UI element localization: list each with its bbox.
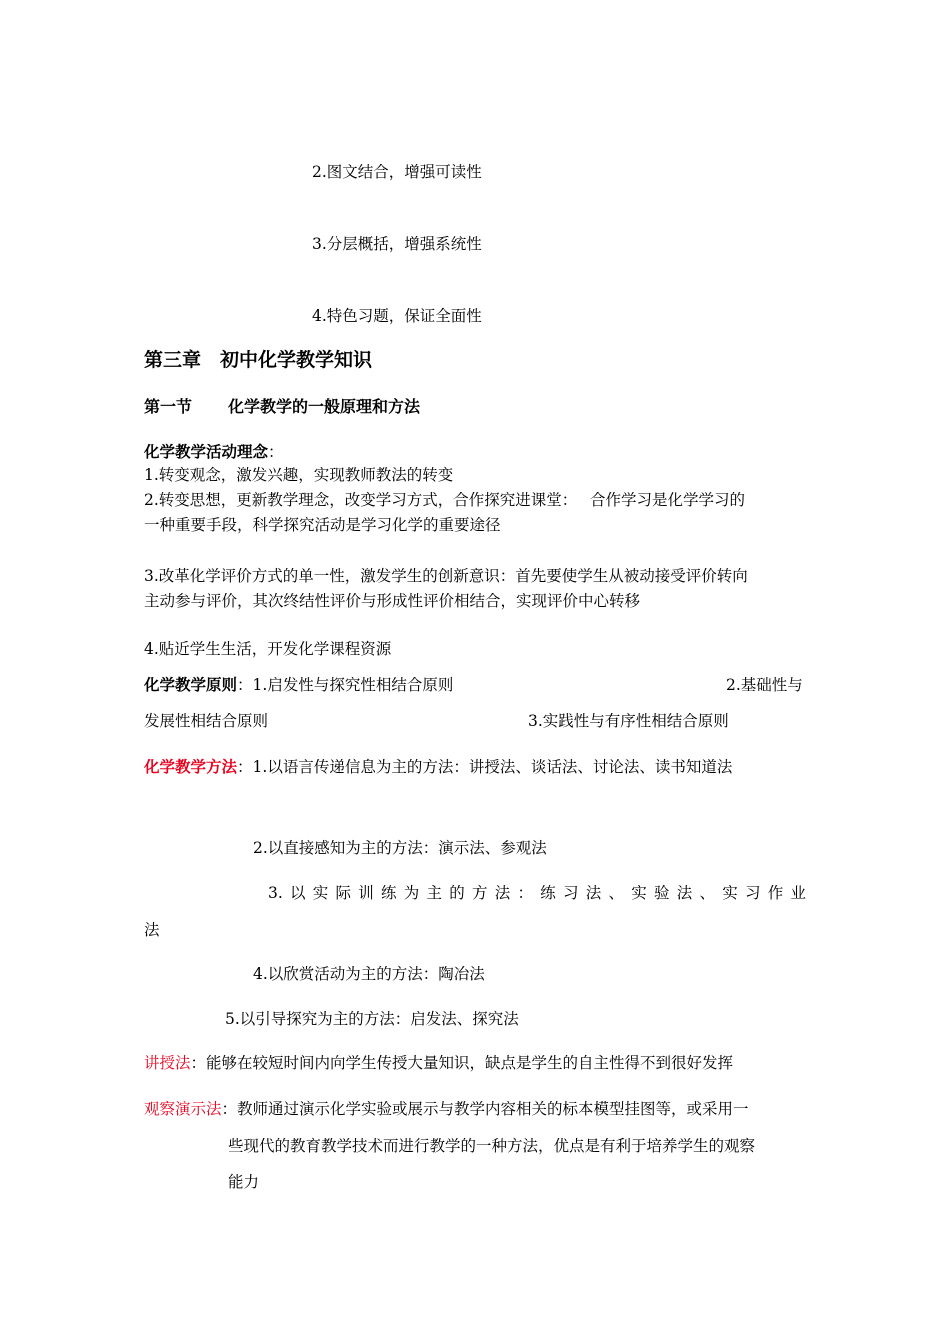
- concept-item-1: 1.转变观念，激发兴趣，实现教师教法的转变: [144, 466, 454, 484]
- method-4: 4.以欣赏活动为主的方法：陶冶法: [253, 965, 485, 983]
- principle-2-end: 发展性相结合原则: [144, 712, 269, 730]
- demo-colon: ：: [221, 1100, 238, 1118]
- method-3-cont: 法: [144, 921, 160, 939]
- concept-item-3-cont: 主动参与评价，其次终结性评价与形成性评价相结合，实现评价中心转移: [144, 592, 641, 610]
- section-number: 第一节: [144, 397, 193, 416]
- concepts-heading-label: 化学教学活动理念: [144, 442, 269, 461]
- principle-3: 3.实践性与有序性相结合原则: [528, 712, 729, 730]
- concept-item-2: 2.转变思想，更新教学理念，改变学习方式，合作探究进课堂： 合作学习是化学学习的: [144, 491, 745, 509]
- principles-line-1: [144, 675, 453, 695]
- methods-colon: ：: [237, 758, 253, 776]
- method-3: 3.以实际训练为主的方法：练习法、实验法、实习作业: [268, 884, 806, 902]
- concept-item-4: 4.贴近学生生活，开发化学课程资源: [144, 640, 392, 658]
- method-1: 1.以语言传递信息为主的方法：讲授法、谈话法、讨论法、读书知道法: [252, 758, 733, 776]
- chapter-title: 第三章 初中化学教学知识: [144, 349, 373, 371]
- concept-item-3: 3.改革化学评价方式的单一性，激发学生的创新意识：首先要使学生从被动接受评价转向: [144, 567, 748, 585]
- demo-method: [144, 1099, 749, 1119]
- lecture-label: 讲授法: [144, 1054, 191, 1072]
- intro-point-4: 4.特色习题，保证全面性: [312, 307, 482, 325]
- demo-text-2: 些现代的教育教学技术而进行教学的一种方法，优点是有利于培养学生的观察: [228, 1137, 756, 1155]
- principles-colon: ：: [237, 676, 253, 694]
- principle-1: 1.启发性与探究性相结合原则: [252, 676, 454, 694]
- concepts-heading-colon: ：: [268, 443, 284, 461]
- method-5: 5.以引导探究为主的方法：启发法、探究法: [225, 1010, 519, 1028]
- methods-line-1: [144, 757, 732, 777]
- demo-label: 观察演示法: [144, 1100, 222, 1118]
- intro-point-3: 3.分层概括，增强系统性: [312, 235, 482, 253]
- methods-label: 化学教学方法: [144, 757, 238, 776]
- principles-label: 化学教学原则: [144, 675, 238, 694]
- demo-text-1: 教师通过演示化学实验或展示与教学内容相关的标本模型挂图等，或采用一: [237, 1100, 749, 1118]
- principle-2-start: 2.基础性与: [726, 676, 803, 694]
- method-2: 2.以直接感知为主的方法：演示法、参观法: [253, 839, 547, 857]
- concept-item-2-cont: 一种重要手段，科学探究活动是学习化学的重要途径: [144, 516, 501, 534]
- demo-text-3: 能力: [228, 1173, 260, 1191]
- concepts-heading: [144, 442, 284, 462]
- lecture-colon: ：: [190, 1054, 207, 1072]
- section-title: 化学教学的一般原理和方法: [228, 397, 421, 416]
- lecture-method: [144, 1053, 733, 1073]
- lecture-text: 能够在较短时间内向学生传授大量知识，缺点是学生的自主性得不到很好发挥: [206, 1054, 734, 1072]
- intro-point-2: 2.图文结合，增强可读性: [312, 163, 482, 181]
